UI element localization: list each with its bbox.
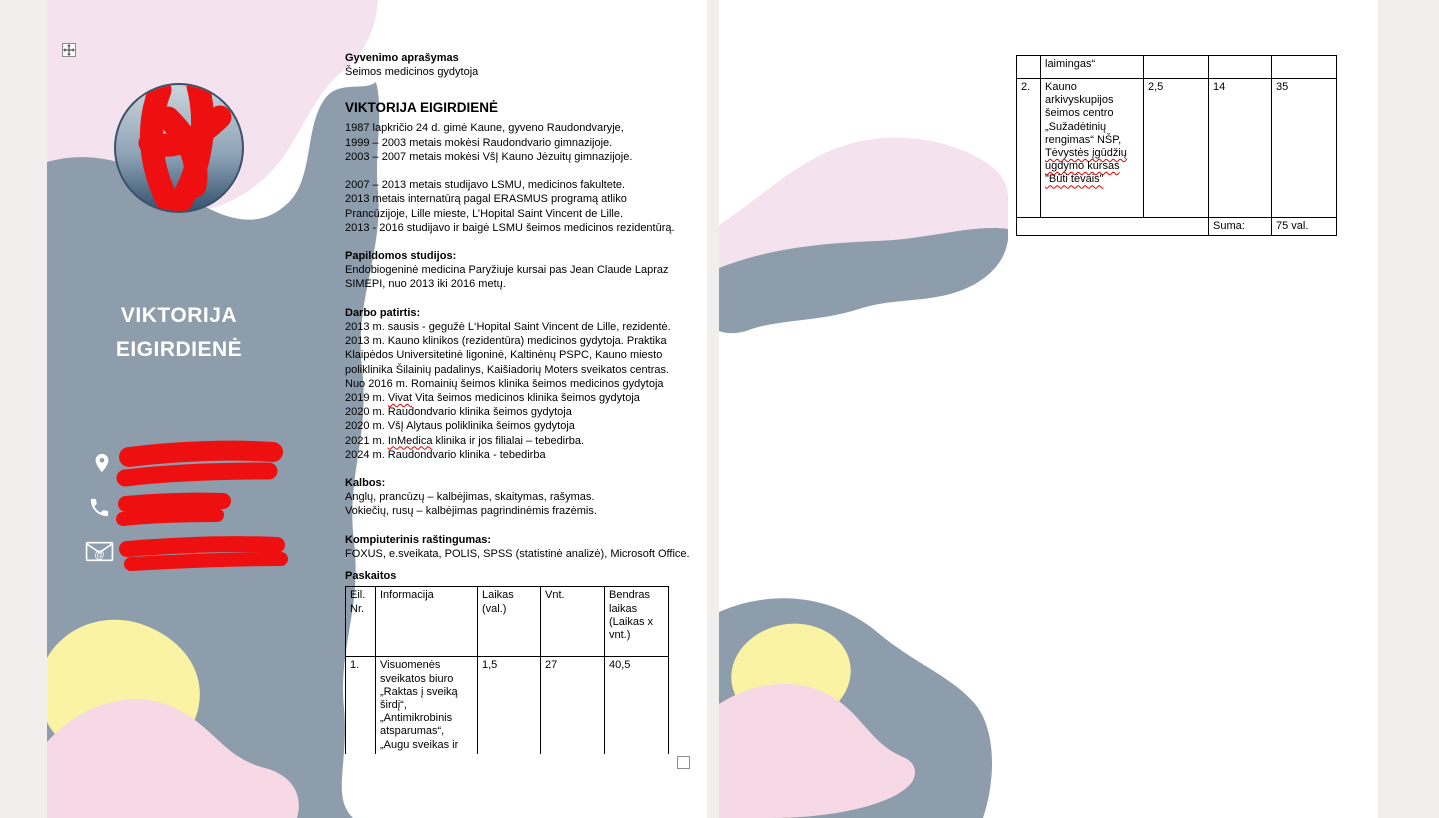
cv-text-line [345,419,679,433]
table-header-cell: Bendras laikas (Laikas x vnt.) [605,587,669,657]
cv-text-line [345,504,679,518]
text-segment: Endobiogeninė medicina Paryžiuje kursai pas Jean Claude Lapraz [345,264,669,277]
cv-text-line [345,348,679,362]
text-segment: 2013 metais internatūrą pagal ERASMUS programą atliko [345,193,627,206]
table-row [1017,79,1337,218]
cell-laikas: 2,5 [1144,79,1209,218]
text-segment: laimingas“ [1045,58,1096,70]
text-segment: Anglų, prancūzų – kalbėjimas, skaitymas, rašymas. [345,491,595,504]
cv-section-heading [345,533,679,547]
text-segment: Nuo 2016 m. Romainių šeimos klinika šeimos medicinos gydytoja [345,377,664,390]
misspelled-word: InMedica [387,434,433,447]
cv-blank-line [345,519,679,533]
cell-bendras: 40,5 [605,657,669,754]
misspelled-word: Tėvystės įgūdžių ugdymo kursas "Būti tėvais" [1045,147,1127,186]
cv-text-line [345,277,679,291]
cv-section-heading [345,249,679,263]
document-page-1[interactable] [47,0,707,818]
cv-text-line [345,377,679,391]
cv-text-line [345,334,679,348]
cv-title: VIKTORIJA EIGIRDIENĖ [345,100,499,116]
cv-text-line [345,121,679,135]
sidebar-name-line1: VIKTORIJA [120,304,238,327]
cell-bendras [1272,56,1337,79]
cell-info [1041,56,1144,79]
sum-value-cell: 75 val. [1272,218,1337,236]
sum-row-spacer [1017,218,1209,236]
cv-text-line [345,363,679,377]
cv-text-line [345,263,679,277]
lectures-table-page2[interactable] [1016,55,1337,236]
table-header-row [346,587,669,657]
misspelled-word: Vivat [387,391,413,404]
cell-laikas [1144,56,1209,79]
text-segment: Kauno arkivyskupijos šeimos centro „Sužadėtinių rengimas“ NŠP, [1045,81,1122,146]
cv-text-line [345,547,690,561]
cv-text-line [345,391,679,405]
svg-text:@: @ [94,550,105,562]
cv-blank-line [345,164,679,178]
cv-label: Gyvenimo aprašymas [345,52,459,64]
cell-vnt: 14 [1209,79,1272,218]
text-segment: 2013 - 2016 studijavo ir baigė LSMU šeimos medicinos rezidentūrą. [345,221,675,234]
cv-text-line [345,150,679,164]
text-segment: klinika ir jos filialai – tebedirba. [432,434,585,447]
cv-text-line [345,178,679,192]
cell-number: 2. [1017,79,1041,218]
phone-icon [88,496,111,519]
text-segment: 2013 m. Kauno klinikos (rezidentūra) medicinos gydytoja. Praktika [345,335,667,348]
lectures-table-page1[interactable] [345,586,669,754]
text-segment: FOXUS, e.sveikata, POLIS, SPSS (statistinė analizė), Microsoft Office. [345,548,690,560]
table-header-cell: Informacija [376,587,478,657]
cell-number: 1. [346,657,376,754]
cv-text-line [345,434,679,448]
text-segment: Visuomenės sveikatos biuro „Raktas į sveiką širdį“, „Antimikrobinis atsparumas“, „Augu sveikas ir [380,659,459,751]
table-row [346,657,669,754]
text-segment: 2020 m. Raudondvario klinika šeimos gydytoja [345,406,572,419]
cv-text-line [345,136,679,150]
text-segment: 2003 – 2007 metais mokėsi VšĮ Kauno Jėzuitų gimnazijoje. [345,150,633,163]
cell-laikas: 1,5 [478,657,541,754]
sum-label-cell: Suma: [1209,218,1272,236]
cv-blank-line [345,462,679,476]
cv-text-line [345,221,679,235]
cv-text-line [345,192,679,206]
text-segment: 2013 m. sausis - gegužė L‘Hopital Saint Vincent de Lille, rezidentė. [345,321,671,333]
cell-info [1041,79,1144,218]
sidebar-artwork [47,0,387,818]
table-row-continuation [1017,56,1337,79]
sidebar-name [47,299,311,367]
text-segment: Kompiuterinis raštingumas: [345,533,492,546]
text-segment: 2024 m. Raudondvario klinika - tebedirba [345,448,546,461]
cv-text-line [345,490,679,504]
table-sum-row [1017,218,1337,236]
cell-vnt [1209,56,1272,79]
text-segment: Kalbos: [345,477,386,490]
cv-text-line [345,207,679,221]
cv-section-heading [345,306,679,320]
table-header-cell: Laikas (val.) [478,587,541,657]
sidebar-name-line2: EIGIRDIENĖ [115,338,243,361]
text-segment: 1987 lapkričio 24 d. gimė Kaune, gyveno Raudondvaryje, [345,122,624,135]
text-segment: 1999 – 2003 metais mokėsi Raudondvario gimnazijoje. [345,136,613,149]
cv-section-heading [345,476,679,490]
location-pin-icon [91,449,113,477]
document-page-2[interactable] [719,0,1378,818]
cell-bendras: 35 [1272,79,1337,218]
text-segment: Vita šeimos medicinos klinika šeimos gydytoja [412,391,640,404]
cv-blank-line [345,292,679,306]
table-header-cell: Vnt. [541,587,605,657]
lectures-table-label: Paskaitos [345,570,397,583]
cv-content [345,51,690,754]
text-segment: 2007 – 2013 metais studijavo LSMU, medicinos fakultete. [345,179,626,192]
cv-subtitle: Šeimos medicinos gydytoja [345,66,479,79]
cv-blank-line [345,235,679,249]
cell-vnt: 27 [541,657,605,754]
text-segment: SIMEPI, nuo 2013 iki 2016 metų. [345,278,506,291]
cv-text-line [345,405,679,419]
cv-text-line [345,448,679,462]
text-segment: 2020 m. VšĮ Alytaus poliklinika šeimos gydytoja [345,420,575,433]
text-segment: Vokiečių, rusų – kalbėjimas pagrindinėmis frazėmis. [345,505,597,518]
text-segment: Papildomos studijos: [345,250,457,263]
text-segment: poliklinika Šilainių padalinys, Kaišiadorių Moters sveikatos centras. [345,363,670,376]
text-segment: Klaipėdos Universitetinė ligoninė, Kaltinėnų PSPC, Kauno miesto [345,349,663,362]
text-segment: 2021 m. [345,434,388,447]
table-header-cell: Eil. Nr. [346,587,376,657]
cv-text-line [345,320,679,334]
text-segment: Darbo patirtis: [345,306,421,319]
object-anchor-box[interactable] [677,756,690,769]
cell-number [1017,56,1041,79]
cv-body [345,121,690,561]
text-segment: 2019 m. [345,391,388,404]
email-icon [85,538,114,564]
cell-info [376,657,478,754]
table-move-handle-icon[interactable] [62,43,76,57]
text-segment: Prancūzijoje, Lille mieste, L’Hopital Saint Vincent de Lille. [345,207,624,220]
